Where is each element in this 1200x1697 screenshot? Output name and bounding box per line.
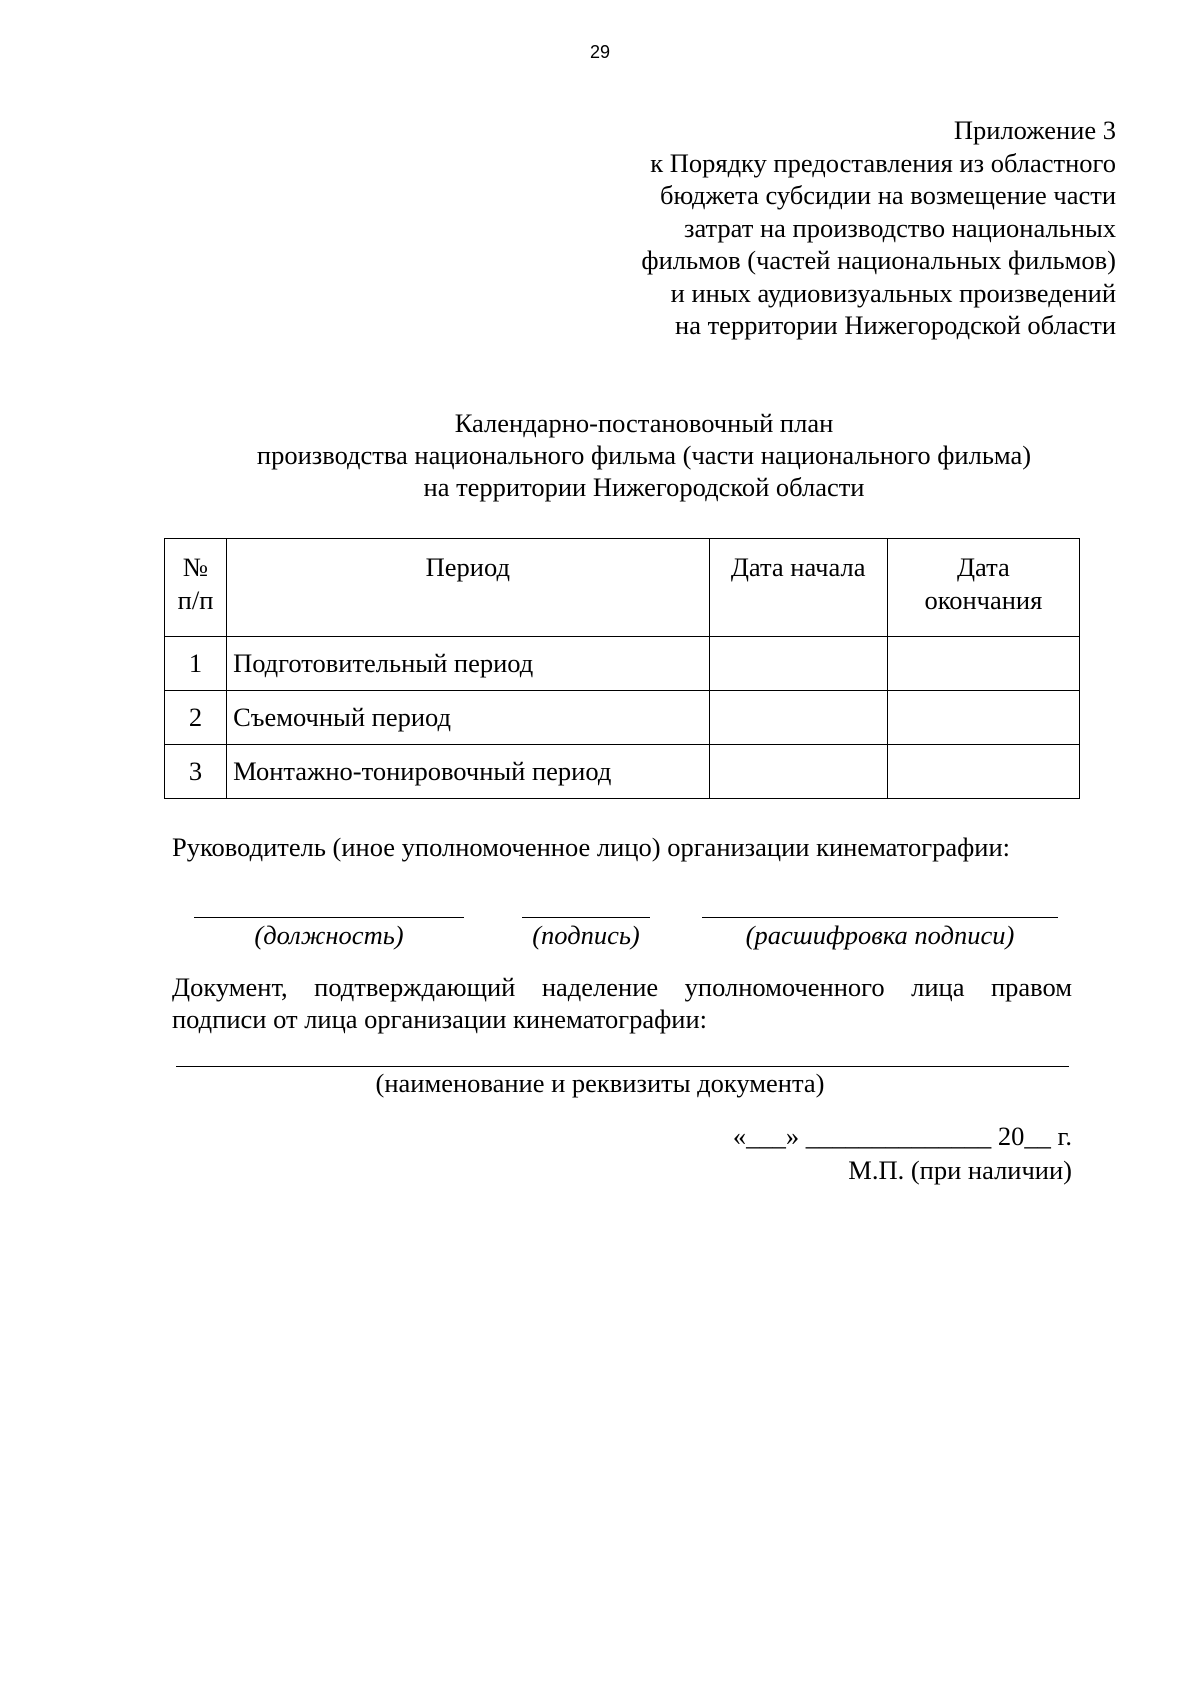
position-field-line[interactable] [194,917,464,918]
row-period: Подготовительный период [227,637,710,691]
page-number: 29 [589,42,611,62]
appendix-line: на территории Нижегородской области [675,310,1116,340]
signature-caption: (подпись) [532,920,640,950]
document-title [164,407,1124,503]
position-caption: (должность) [254,920,404,950]
row-number: 2 [165,691,227,745]
title-line: на территории Нижегородской области [423,472,865,502]
stamp-label: М.П. (при наличии) [848,1155,1072,1185]
row-number: 3 [165,745,227,799]
date-field[interactable]: «___» ______________ 20__ г. [732,1121,1072,1151]
document-caption: (наименование и реквизиты документа) [375,1068,825,1098]
head-label: Руководитель (иное уполномоченное лицо) организации кинематографии: [172,832,1011,862]
row-number: 1 [165,637,227,691]
header-number-line2: п/п [177,585,214,615]
document-field-line[interactable] [176,1066,1069,1067]
decoding-field-line[interactable] [702,917,1058,918]
authority-document-text: Документ, подтверждающий наделение уполномоченного лица правом подписи от лица организации кинематографии: [172,972,1072,1034]
title-line: Календарно-постановочный план [454,408,834,438]
row-end-date[interactable] [887,637,1079,691]
row-start-date[interactable] [709,637,887,691]
appendix-line: и иных аудиовизуальных произведений [670,277,1116,308]
appendix-line: затрат на производство национальных [683,212,1116,243]
title-line: производства национального фильма (части национального фильма) [256,440,1032,470]
row-end-date[interactable] [887,691,1079,745]
header-end-line2: окончания [924,585,1043,615]
table-row [165,637,1080,691]
row-period: Монтажно-тонировочный период [227,745,710,799]
header-number [165,539,227,637]
appendix-line: к Порядку предоставления из областного [650,147,1116,178]
row-start-date[interactable] [709,745,887,799]
row-end-date[interactable] [887,745,1079,799]
header-start-date: Дата начала [709,539,887,637]
signature-field-line[interactable] [522,917,650,918]
production-plan-table [164,538,1080,799]
table-row [165,745,1080,799]
header-period: Период [227,539,710,637]
table-row [165,691,1080,745]
header-end-line1: Дата [956,552,1010,582]
header-number-line1: № [182,552,209,582]
decoding-caption: (расшифровка подписи) [745,920,1015,950]
row-start-date[interactable] [709,691,887,745]
appendix-line: фильмов (частей национальных фильмов) [641,245,1116,275]
header-end-date [887,539,1079,637]
appendix-line: бюджета субсидии на возмещение части [660,180,1116,210]
row-period: Съемочный период [227,691,710,745]
appendix-line: Приложение 3 [953,115,1116,145]
table-header-row [165,539,1080,637]
appendix-header [496,114,1116,342]
